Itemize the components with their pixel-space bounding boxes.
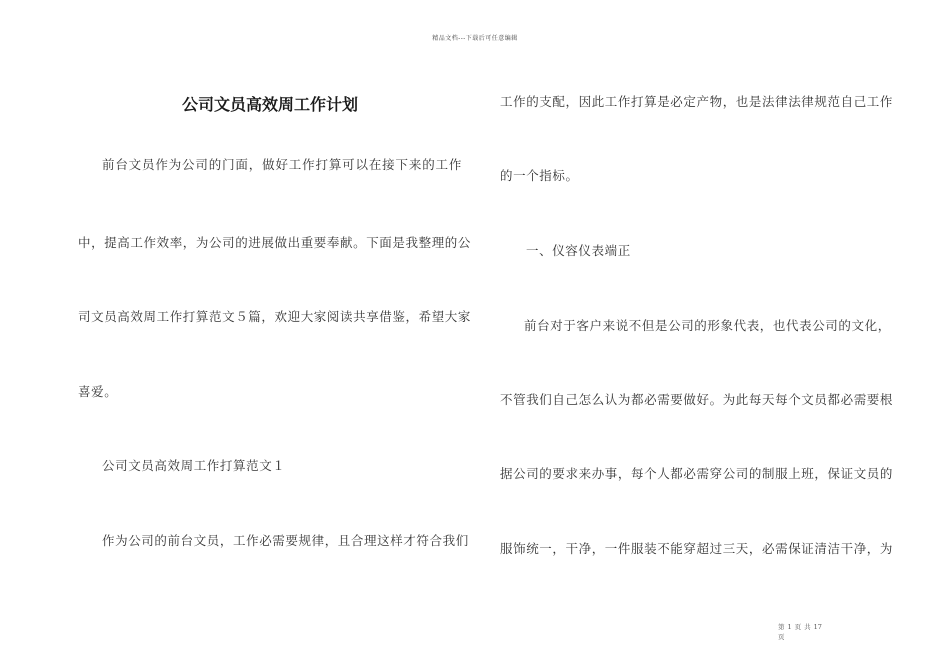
paragraph-line: 的一个指标。 bbox=[500, 168, 579, 183]
page-number: 1 bbox=[787, 623, 792, 631]
paragraph-line: 不管我们自己怎么认为都必需要做好。为此每天每个文员都必需要根 bbox=[500, 392, 894, 407]
paragraph-line: 喜爱。 bbox=[78, 384, 118, 399]
paragraph-line: 服饰统一，干净，一件服装不能穿超过三天，必需保证清洁干净，为 bbox=[500, 541, 894, 556]
paragraph-line: 司文员高效周工作打算范文５篇，欢迎大家阅读共享借鉴，希望大家 bbox=[78, 309, 472, 324]
section-heading: 一、仪容仪表端正 bbox=[526, 243, 631, 258]
right-column bbox=[500, 0, 894, 672]
page-footer bbox=[778, 622, 825, 642]
footer-gong: 共 bbox=[804, 623, 811, 631]
footer-di: 第 bbox=[778, 623, 785, 631]
header-note: 精品文档---下载后可任意编辑 bbox=[432, 35, 518, 42]
paragraph-line: 作为公司的前台文员，工作必需要规律，且合理这样才符合我们 bbox=[102, 533, 469, 548]
left-column bbox=[78, 0, 472, 672]
paragraph-line: 中，提高工作效率，为公司的进展做出重要奉献。下面是我整理的公 bbox=[78, 235, 472, 250]
paragraph-line: 前台文员作为公司的门面，做好工作打算可以在接下来的工作 bbox=[102, 157, 462, 172]
paragraph-line: 前台对于客户来说不但是公司的形象代表，也代表公司的文化， bbox=[524, 318, 891, 333]
footer-ye: 页 bbox=[794, 623, 802, 631]
paragraph-line: 工作的支配，因此工作打算是必定产物，也是法律法律规范自己工作 bbox=[500, 94, 894, 109]
page-total: 17 bbox=[813, 623, 822, 631]
paragraph-line: 据公司的要求来办事，每个人都必需穿公司的制服上班，保证文员的 bbox=[500, 466, 894, 481]
section-heading: 公司文员高效周工作打算范文１ bbox=[102, 458, 286, 473]
footer-ye-2: 页 bbox=[778, 633, 785, 641]
document-title: 公司文员高效周工作计划 bbox=[181, 95, 358, 114]
